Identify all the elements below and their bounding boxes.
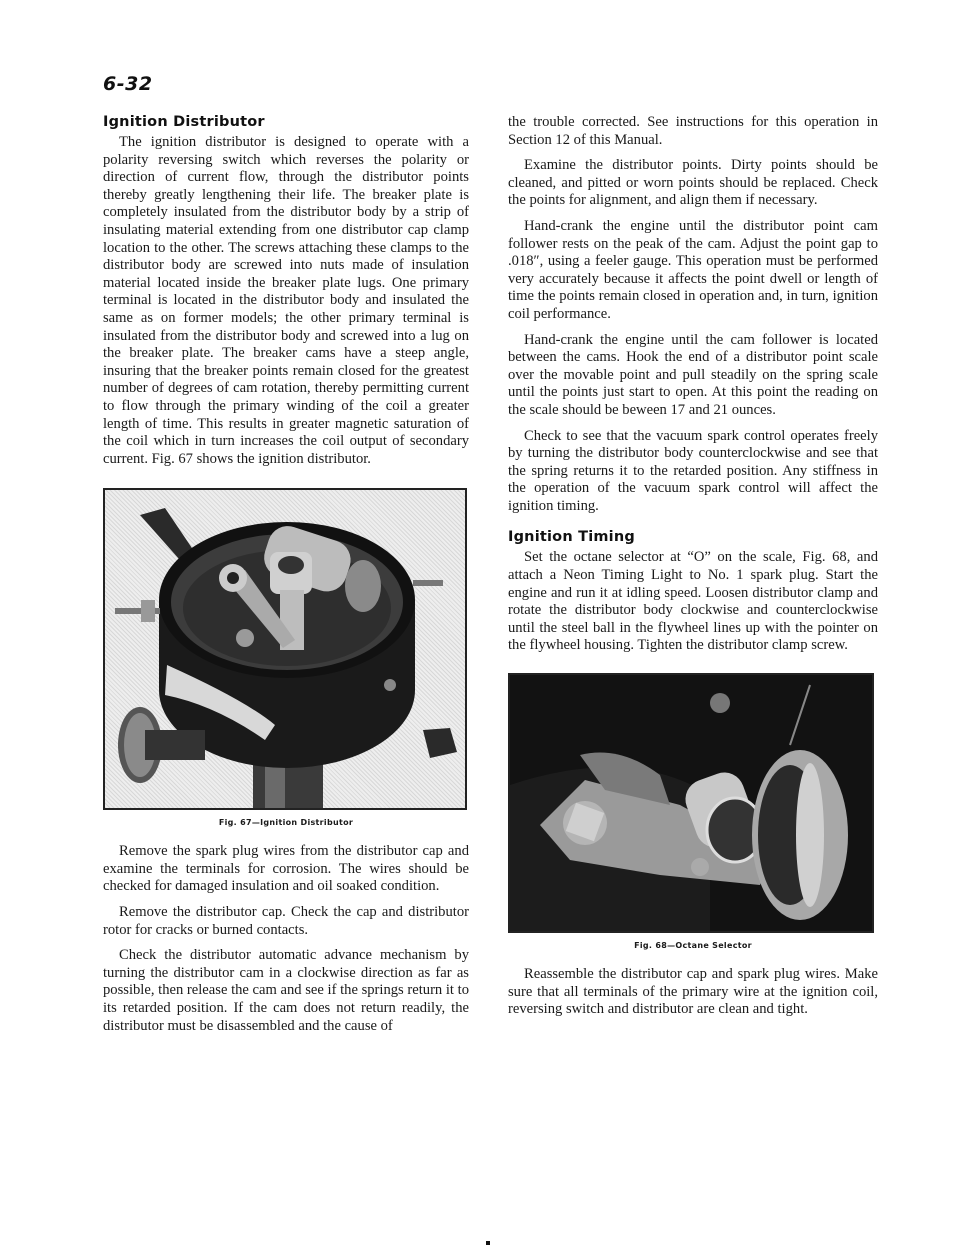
figure-67-ignition-distributor-photo [103,488,467,810]
octane-selector-illustration [510,675,872,931]
paragraph: Reassemble the distributor cap and spark plug wires. Make sure that all terminals of the primary wire at the ignition coil, reversing switch and distributor are clean and tight. [508,966,878,1018]
paragraph: The ignition distributor is designed to operate with a polarity reversing switch which reverses the polarity or direction of current flow, through the distributor points thereby greatly lengthening their life. The breaker plate is completely insulated from the distributor body by a strip of insulating material extending from one distributor cap clamp location to the other. The screws attaching these clamps to the distributor body are screwed into nuts made of insulation material located inside the breaker plate lugs. One primary terminal is located in the distributor body and insulated the same as on former models; the other primary terminal is insulated from the distributor body and screwed into a lug on the breaker plate. The breaker cams have a steep angle, insuring that the breaker points remain closed for the greatest number of degrees of cam rotation, thereby permitting current to flow through the primary winding of the coil a greater length of time. This results in greater magnetic saturation of the coil which in turn increases the coil output of secondary current. Fig. 67 shows the ignition distributor. [103,134,469,467]
paragraph-continued: the trouble corrected. See instructions for this operation in Section 12 of this Manual. [508,114,878,148]
ignition-distributor-illustration [105,490,465,808]
figure-68-caption: Fig. 68—Octane Selector [634,941,752,951]
paragraph: Remove the distributor cap. Check the cap and distributor rotor for cracks or burned contacts. [103,904,469,938]
page-number: 6-32 [103,73,153,95]
paragraph: Check the distributor automatic advance mechanism by turning the distributor cam in a clockwise direction as far as possible, then release the cam and see if the springs return it to its retarded position. If the cam does not return readily, the distributor must be disassembled and the cause of [103,947,469,1034]
right-column [508,114,878,1027]
figure-67-caption: Fig. 67—Ignition Distributor [218,818,354,828]
section-heading-ignition-timing: Ignition Timing [508,529,635,546]
left-column [103,114,469,1043]
paragraph: Check to see that the vacuum spark control operates freely by turning the distributor body counterclockwise and see that the spring returns it to the retarded position. Any stiffness in the operation of the vacuum spark control will affect the ignition timing. [508,427,878,514]
paragraph: Hand-crank the engine until the distributor point cam follower rests on the peak of the cam. Adjust the point gap to .018″, using a feeler gauge. This operation must be performed very accurately because it affects the point dwell or length of time the points remain closed in operation and, in turn, ignition coil performance. [508,217,878,322]
page-mark [486,1241,490,1245]
figure-68-octane-selector-photo [508,673,874,933]
paragraph: Remove the spark plug wires from the distributor cap and examine the terminals for corrosion. The wires should be checked for damaged insulation and oil soaked condition. [103,843,469,895]
paragraph: Set the octane selector at “O” on the scale, Fig. 68, and attach a Neon Timing Light to No. 1 spark plug. Start the engine and run it at idling speed. Loosen distributor clamp and rotate the distributor body clockwise and counterclockwise until the steel ball in the flywheel lines up with the pointer on the flywheel housing. Tighten the distributor clamp screw. [508,549,878,654]
section-heading-ignition-distributor: Ignition Distributor [103,114,265,130]
paragraph: Examine the distributor points. Dirty points should be cleaned, and pitted or worn points should be replaced. Check the points for alignment, and align them if necessary. [508,157,878,209]
paragraph: Hand-crank the engine until the cam follower is located between the cams. Hook the end of a distributor point scale over the movable point and pull steadily on the spring scale until the points just start to open. At this point the reading on the scale should be beween 17 and 21 ounces. [508,331,878,418]
